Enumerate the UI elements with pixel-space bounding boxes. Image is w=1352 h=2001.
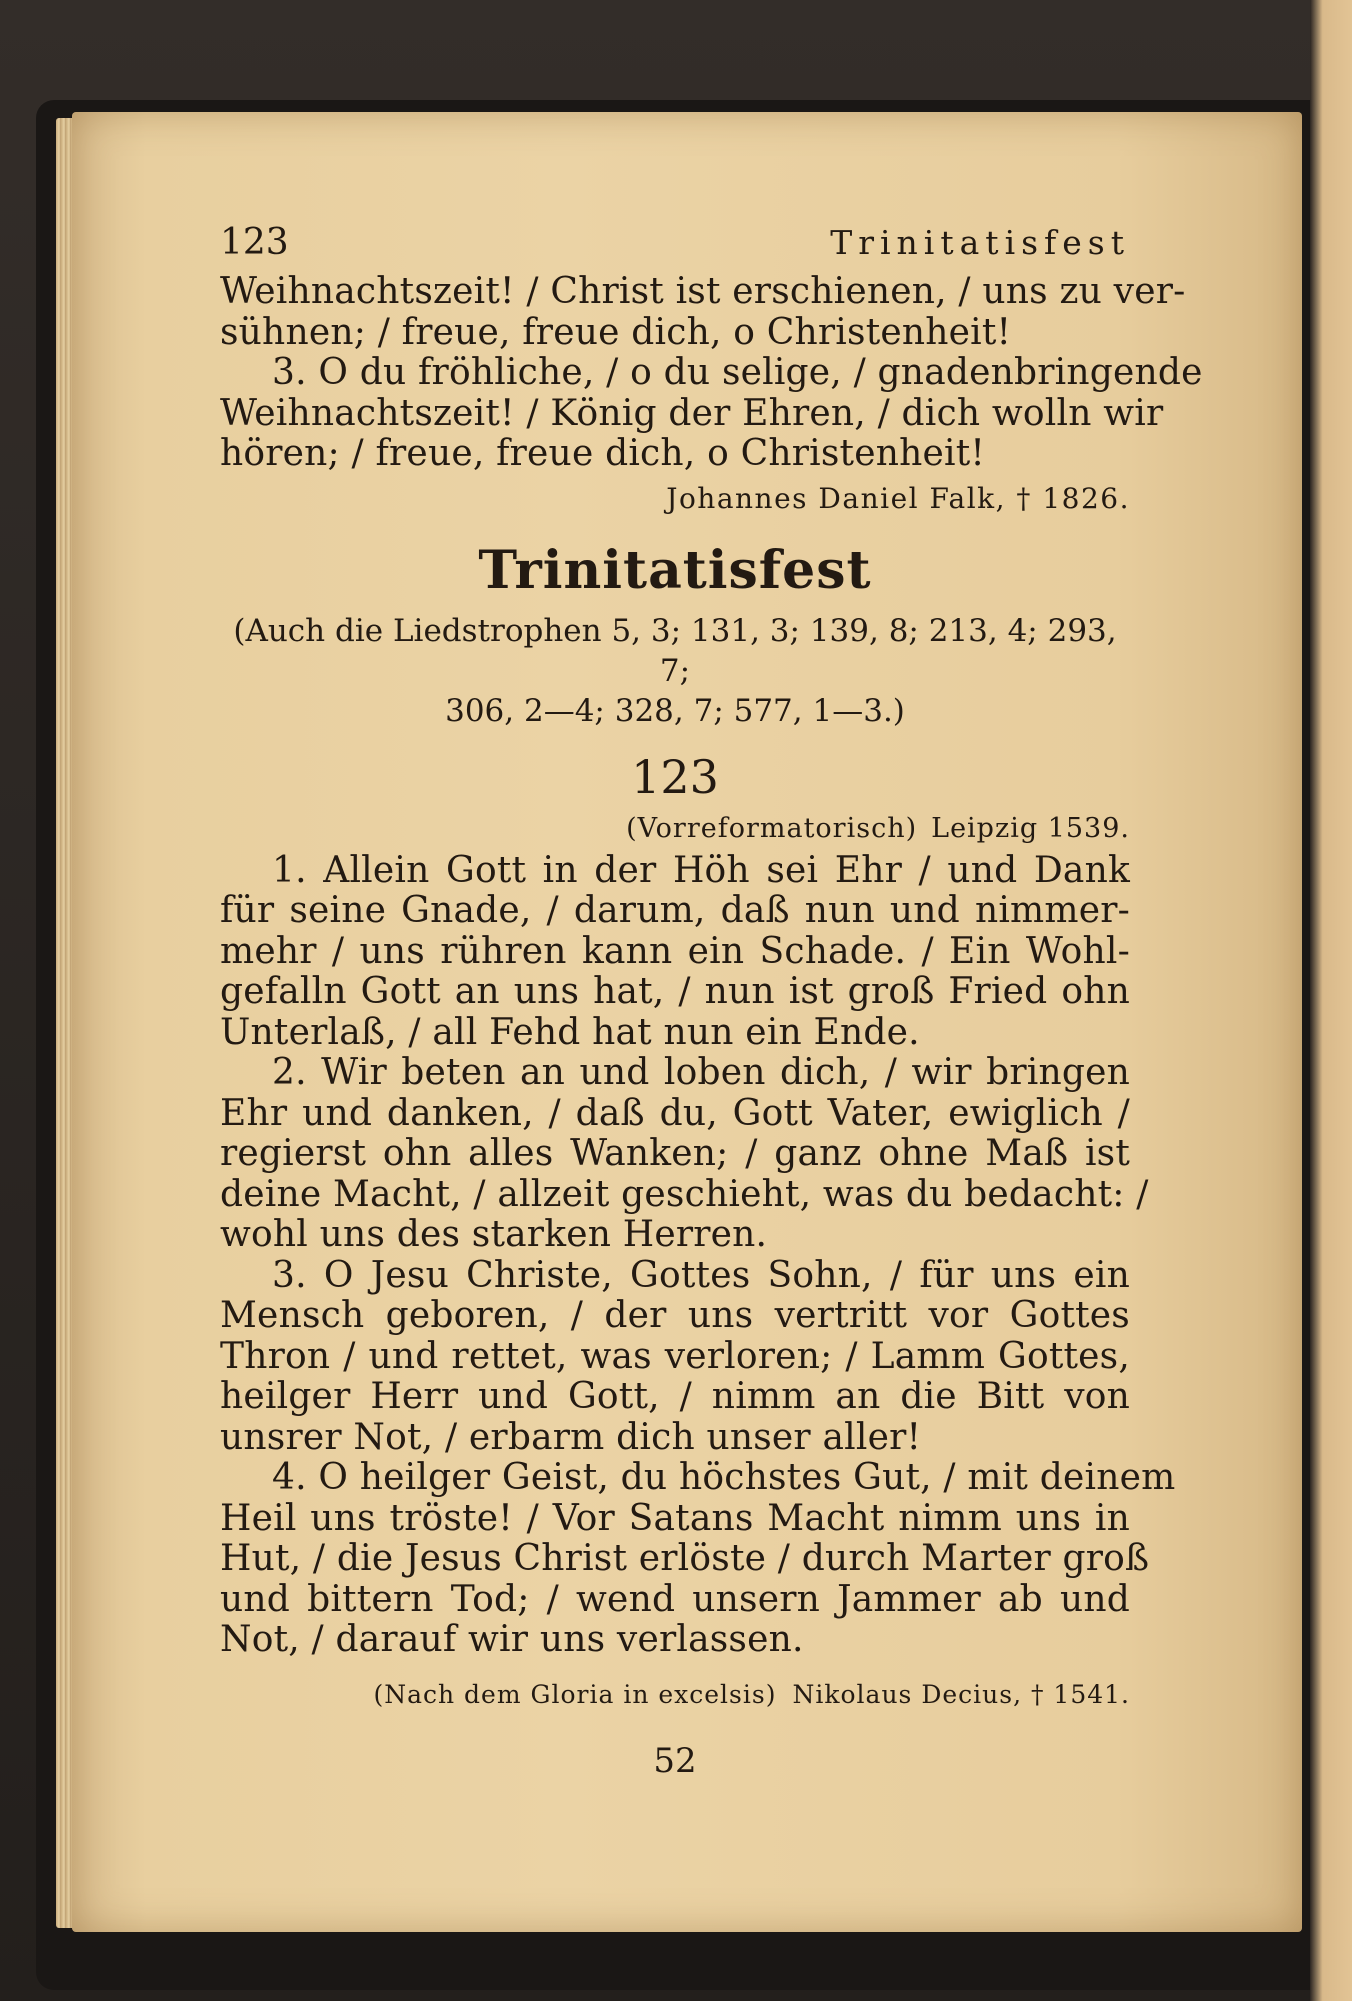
verse-line: Unterlaß, / all Fehd hat nun ein Ende.: [220, 1011, 920, 1053]
text-line: Weihnachtszeit! / Christ ist erschienen, / uns zu ver-: [220, 271, 1186, 312]
verse-line: Not, / darauf wir uns verlassen.: [220, 1619, 804, 1660]
verse-line: gefalln Gott an uns hat, / nun ist groß Fried ohn: [220, 971, 1130, 1012]
verse-line: Ehr und danken, / daß du, Gott Vater, ewiglich /: [220, 1092, 1130, 1134]
previous-hymn-attribution: Johannes Daniel Falk, † 1826.: [666, 481, 1130, 515]
text-line: 3. O du fröhliche, / o du selige, / gnadenbringende: [272, 352, 1203, 393]
verse-line: Mensch geboren, / der uns vertritt vor Gottes: [220, 1295, 1130, 1336]
hymn-author: Nikolaus Decius, † 1541.: [792, 1679, 1130, 1709]
hymn-origin: [220, 811, 1130, 847]
running-head-title: Trinitatisfest: [830, 223, 1130, 262]
section-note-line: 306, 2—4; 328, 7; 577, 1—3.): [445, 692, 905, 729]
verse-line: Thron / und rettet, was verloren; / Lamm Gottes,: [220, 1335, 1130, 1377]
text-line: Weihnachtszeit! / König der Ehren, / dich wolln wir: [220, 392, 1164, 434]
verse-line: wohl uns des starken Herren.: [220, 1214, 768, 1255]
hymn-place-year: Leipzig 1539.: [931, 812, 1130, 844]
hymn-number: 123: [631, 749, 719, 804]
section-title: Trinitatisfest: [478, 539, 872, 601]
text-line: hören; / freue, freue dich, o Christenheit!: [220, 433, 986, 474]
verse-line: 2. Wir beten an und loben dich, / wir bringen: [272, 1052, 1130, 1093]
verse-line: unsrer Not, / erbarm dich unser aller!: [220, 1416, 922, 1458]
verse-line: 1. Allein Gott in der Höh sei Ehr / und Dank: [272, 849, 1130, 891]
page-number: 52: [653, 1740, 697, 1781]
verse-line: regierst ohn alles Wanken; / ganz ohne Maß ist: [220, 1133, 1130, 1174]
verse-line: deine Macht, / allzeit geschieht, was du bedacht: /: [220, 1173, 1149, 1215]
verse-line: Heil uns tröste! / Vor Satans Macht nimm uns in: [220, 1497, 1130, 1539]
section-note-line: (Auch die Liedstrophen 5, 3; 131, 3; 139, 8; 213, 4; 293, 7;: [233, 612, 1117, 689]
verse-line: für seine Gnade, / darum, daß nun und nimmer-: [220, 890, 1130, 931]
verse-line: und bittern Tod; / wend unsern Jammer ab und: [220, 1578, 1130, 1620]
facing-page-strip: [1310, 0, 1352, 2001]
hymn-origin-label: (Vorreformatorisch): [626, 812, 918, 844]
hymn-text: [220, 849, 1176, 1661]
text-line: sühnen; / freue, freue dich, o Christenheit!: [220, 311, 1012, 353]
verse-line: Hut, / die Jesus Christ erlöste / durch Marter groß: [220, 1538, 1150, 1579]
hymn-source: (Nach dem Gloria in excelsis): [373, 1679, 777, 1709]
verse-line: 3. O Jesu Christe, Gottes Sohn, / für uns ein: [272, 1254, 1130, 1296]
running-head-page-num: 123: [220, 222, 289, 263]
verse-line: 4. O heilger Geist, du höchstes Gut, / mit deinem: [272, 1457, 1176, 1498]
verse-line: mehr / uns rühren kann ein Schade. / Ein Wohl-: [220, 930, 1130, 972]
previous-hymn-ending: [220, 271, 1203, 519]
verse-line: heilger Herr und Gott, / nimm an die Bitt von: [220, 1376, 1130, 1417]
hymn-attribution: [220, 1675, 1130, 1715]
page-content: [220, 222, 1203, 1781]
section-note: [220, 611, 1130, 731]
running-head: [220, 222, 1130, 272]
